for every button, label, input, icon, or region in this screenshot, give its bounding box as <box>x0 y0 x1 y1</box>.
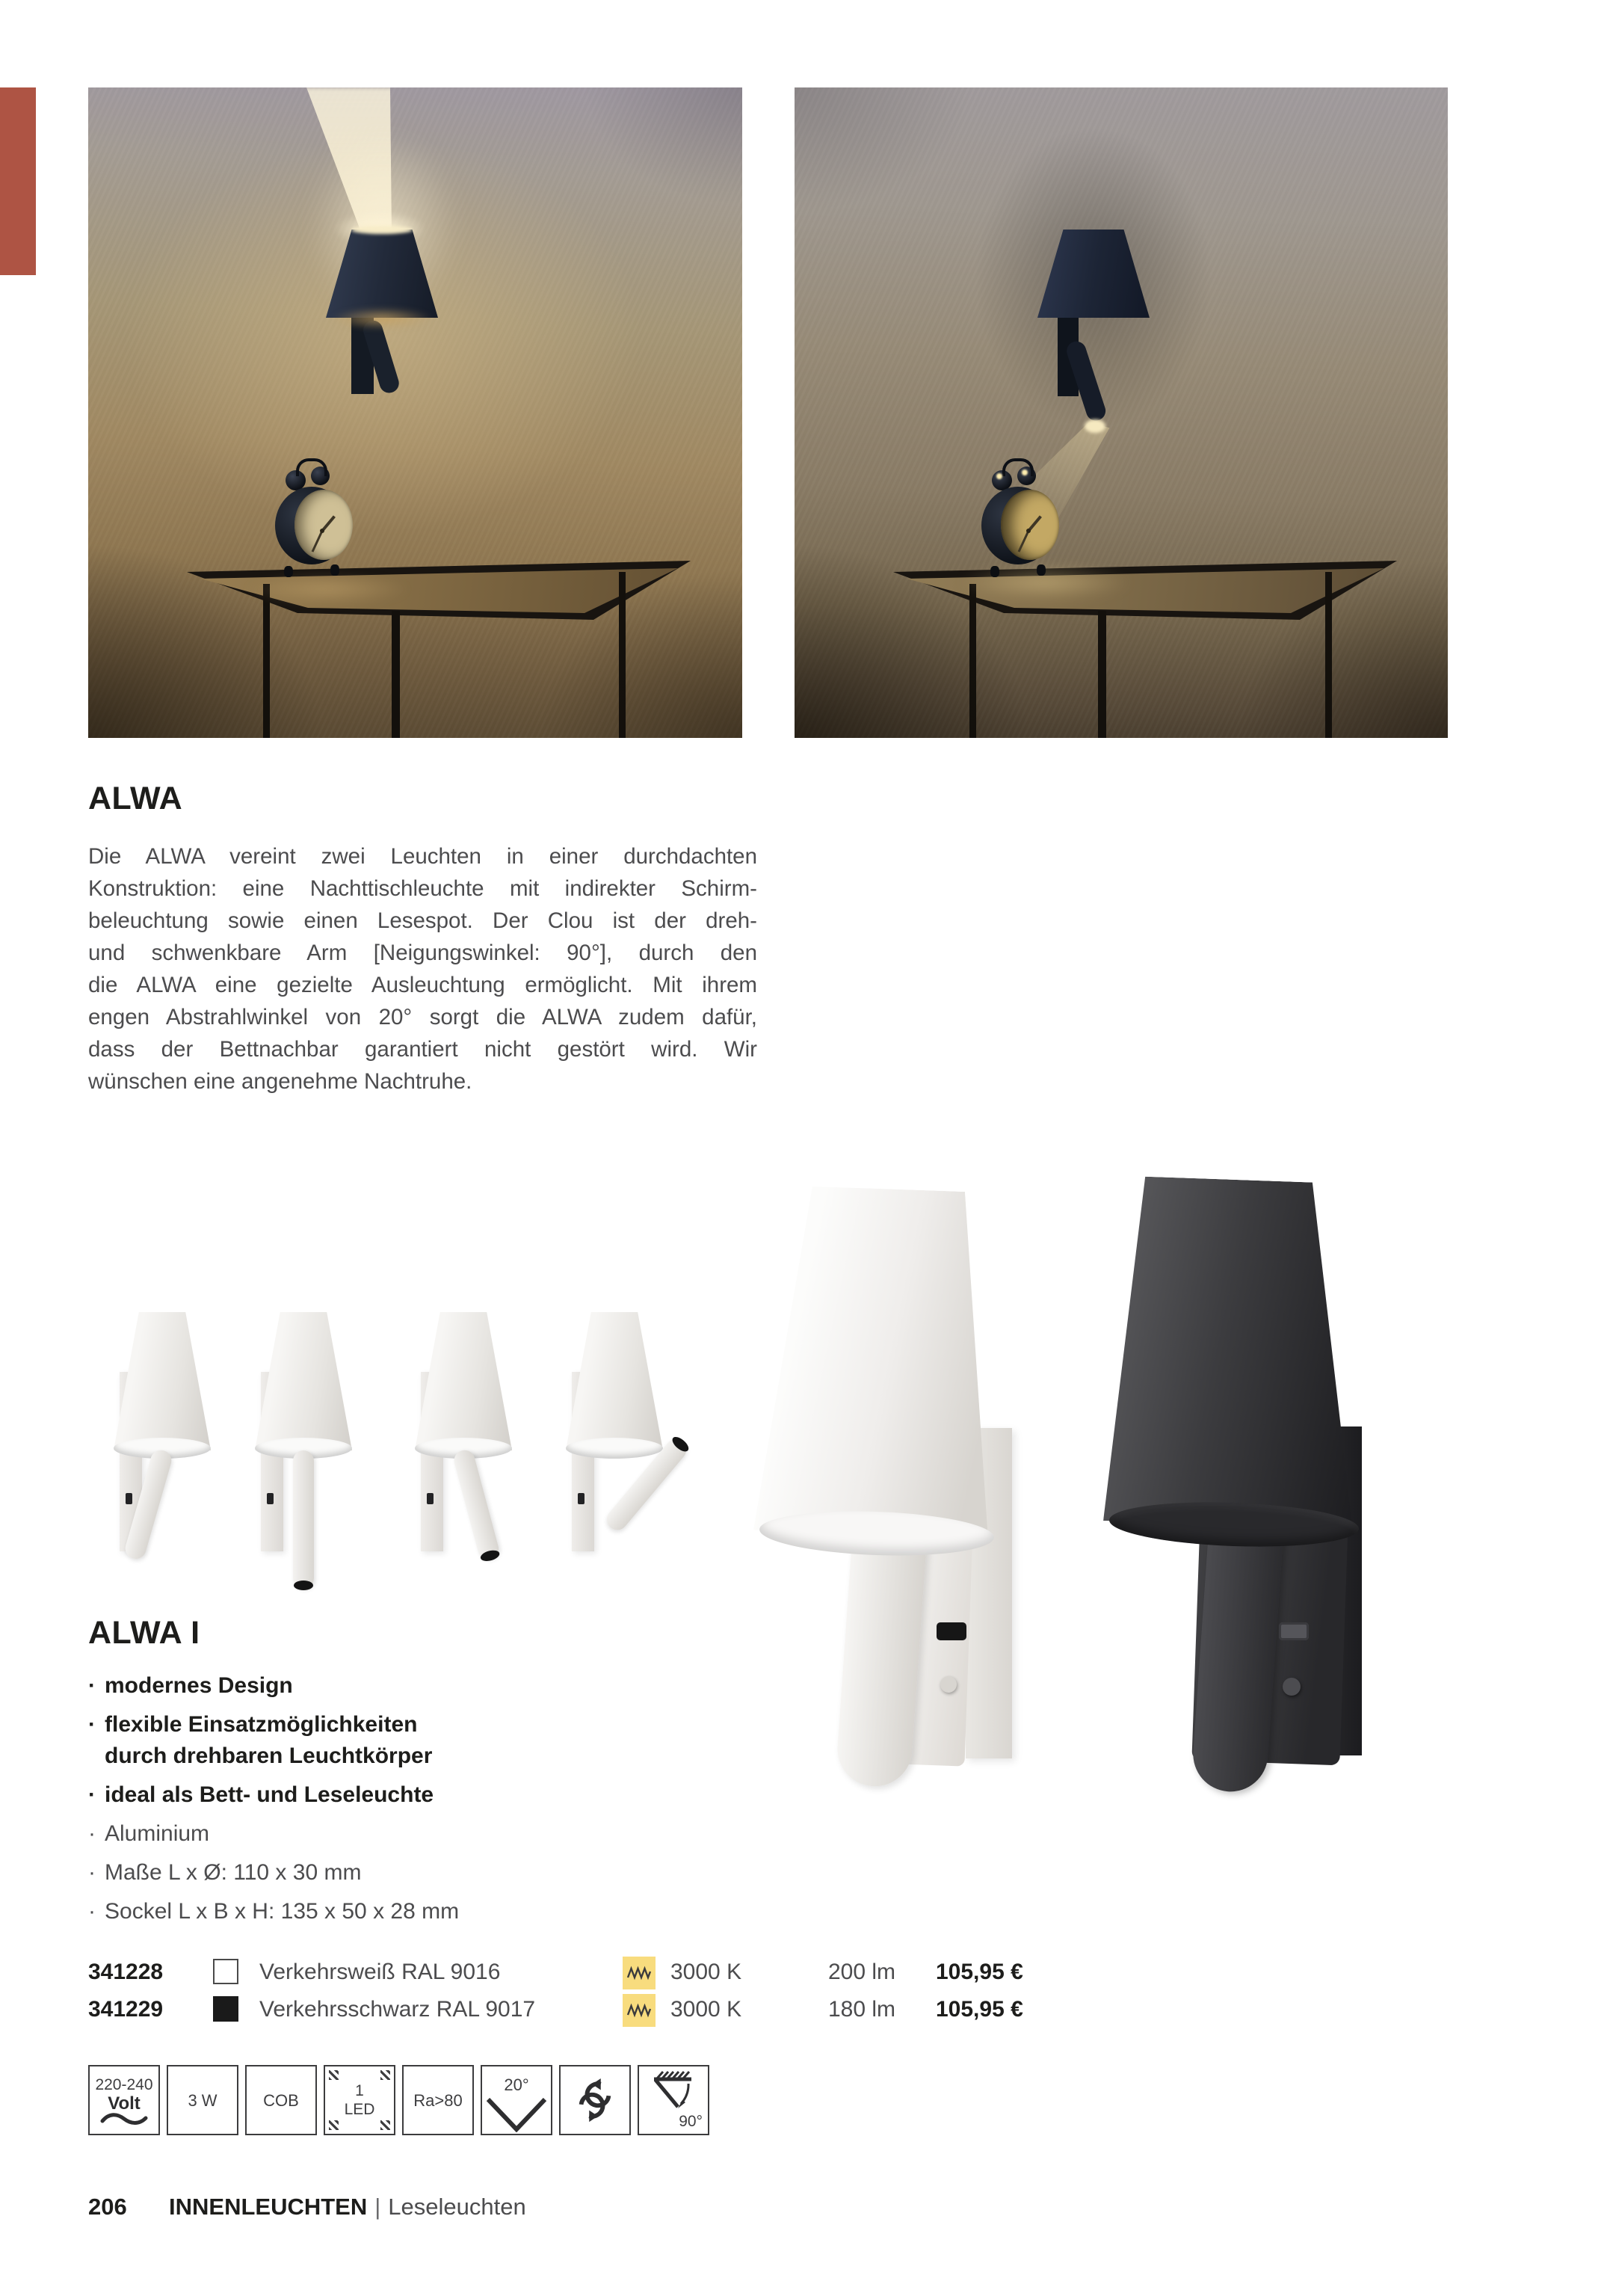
tilt-angle-label: 90° <box>679 2113 703 2130</box>
bullet: · <box>88 1821 96 1846</box>
product-render-black-large <box>1105 1180 1366 1797</box>
feature-text: ideal als Bett- und Leseleuchte <box>105 1782 434 1807</box>
corner-mark-icon <box>329 2120 339 2130</box>
spot-aperture <box>670 1434 691 1454</box>
feature-text: modernes Design <box>105 1673 293 1698</box>
lamp-shade <box>753 1185 1000 1539</box>
bullet: · <box>88 1673 96 1698</box>
description-line: wünschen eine angenehme Nachtruhe. <box>88 1069 472 1094</box>
lamp-reading-spot <box>293 1450 314 1589</box>
price: 105,95 € <box>936 1997 1023 2022</box>
led-technology-label: COB <box>263 2090 299 2110</box>
rotate-arrows-icon <box>572 2077 618 2123</box>
lamp-shade <box>415 1312 512 1450</box>
variant-row <box>88 1993 1060 2028</box>
led-technology-icon <box>245 2065 317 2135</box>
corner-mark-icon <box>380 2120 390 2130</box>
led-count-icon <box>324 2065 395 2135</box>
swivel-icon <box>559 2065 631 2135</box>
description-line: und schwenkbare Arm [Neigungswinkel: 90°], durch den <box>88 941 757 965</box>
feature-text: flexible Einsatzmöglichkeiten <box>105 1712 418 1737</box>
series-description <box>88 840 757 1098</box>
luminous-flux: 180 lm <box>827 1997 895 2022</box>
voltage-unit: Volt <box>108 2093 141 2114</box>
spec-icon-row <box>88 2065 709 2135</box>
description-line: Die ALWA vereint zwei Leuchten in einer durchdachten <box>88 844 757 869</box>
lamp-pivot-knob <box>940 1676 957 1693</box>
feature-text: Sockel L x B x H: 135 x 50 x 28 mm <box>105 1899 460 1924</box>
variant-row <box>88 1956 1060 1990</box>
photo-vignette <box>88 87 742 738</box>
lamp-switch <box>427 1493 434 1504</box>
lamp-shade <box>566 1312 663 1450</box>
lamp-switch <box>937 1622 966 1640</box>
page-number: 206 <box>88 2194 127 2220</box>
bullet: · <box>88 1899 96 1924</box>
ww-zigzag-icon <box>626 1965 653 1981</box>
description-line: dass der Bettnachbar garantiert nicht gestört wird. Wir <box>88 1037 757 1062</box>
beam-angle-label: 20° <box>504 2075 529 2094</box>
wattage-icon <box>167 2065 238 2135</box>
led-count: 1 <box>355 2082 364 2099</box>
footer-separator: | <box>374 2194 381 2220</box>
ww-zigzag-icon <box>626 2002 653 2019</box>
ambience-photo-right <box>795 87 1448 738</box>
cct-warmwhite-badge <box>623 1994 656 2027</box>
page-footer <box>88 2194 526 2220</box>
description-line: die ALWA eine gezielte Ausleuchtung ermöglicht. Mit ihrem <box>88 973 757 997</box>
tilt-angle-icon <box>638 2065 709 2135</box>
lamp-shade-rim <box>566 1438 663 1459</box>
spot-aperture <box>294 1581 313 1590</box>
beam-angle-icon <box>481 2065 552 2135</box>
voltage-icon <box>88 2065 160 2135</box>
wattage-label: 3 W <box>188 2090 218 2110</box>
product-render-white-large <box>755 1189 1017 1798</box>
lamp-switch <box>578 1493 584 1504</box>
photo-vignette <box>795 87 1448 738</box>
lamp-shade <box>114 1312 211 1450</box>
color-swatch-black <box>213 1996 238 2022</box>
footer-category-label: Leseleuchten <box>388 2194 526 2220</box>
footer-section-label: INNENLEUCHTEN <box>169 2194 368 2220</box>
lamp-switch <box>126 1493 132 1504</box>
voltage-range: 220-240 <box>95 2076 153 2093</box>
footer-section <box>169 2194 526 2220</box>
luminous-flux: 200 lm <box>827 1960 895 1984</box>
bullet: · <box>88 1782 96 1807</box>
feature-text: Maße L x Ø: 110 x 30 mm <box>105 1860 362 1885</box>
cri-label: Ra>80 <box>413 2090 463 2110</box>
product-render-spot-down <box>218 1305 389 1619</box>
bullet: · <box>88 1712 96 1737</box>
series-title: ALWA <box>88 781 183 816</box>
led-label: LED <box>344 2101 375 2118</box>
cri-icon <box>402 2065 474 2135</box>
description-line: Konstruktion: eine Nachttischleuchte mit indirekter Schirm- <box>88 876 757 901</box>
product-title: ALWA I <box>88 1615 200 1651</box>
chapter-color-tab <box>0 87 36 275</box>
lamp-shade <box>1103 1175 1365 1529</box>
lamp-shade <box>255 1312 352 1450</box>
color-name: Verkehrsschwarz RAL 9017 <box>259 1997 536 2022</box>
lamp-pivot-knob <box>1283 1678 1301 1696</box>
article-number: 341228 <box>88 1960 164 1984</box>
bullet: · <box>88 1860 96 1885</box>
corner-mark-icon <box>329 2070 339 2080</box>
spot-aperture <box>479 1548 500 1563</box>
article-number: 341229 <box>88 1997 164 2022</box>
ac-wave-icon <box>99 2113 149 2125</box>
lamp-reading-spot <box>451 1448 501 1562</box>
tilt-diagram-icon <box>645 2069 699 2116</box>
product-render-spot-up <box>528 1305 700 1619</box>
color-temperature: 3000 K <box>670 1997 742 2022</box>
description-line: beleuchtung sowie einen Lesespot. Der Clou ist der dreh- <box>88 908 757 933</box>
feature-text: Aluminium <box>105 1821 210 1846</box>
feature-list <box>88 1673 776 1942</box>
feature-text: durch drehbaren Leuchtkörper <box>105 1743 433 1768</box>
corner-mark-icon <box>380 2070 390 2080</box>
cct-warmwhite-badge <box>623 1957 656 1989</box>
beam-v-icon <box>485 2098 548 2132</box>
description-line: engen Abstrahlwinkel von 20° sorgt die ALWA zudem dafür, <box>88 1005 757 1029</box>
product-render-spot-right <box>377 1305 549 1619</box>
color-swatch-white <box>213 1959 238 1984</box>
color-name: Verkehrsweiß RAL 9016 <box>259 1960 501 1984</box>
color-temperature: 3000 K <box>670 1960 742 1984</box>
lamp-switch <box>267 1493 274 1504</box>
ambience-photo-left <box>88 87 742 738</box>
price: 105,95 € <box>936 1960 1023 1984</box>
lamp-switch <box>1279 1622 1309 1640</box>
